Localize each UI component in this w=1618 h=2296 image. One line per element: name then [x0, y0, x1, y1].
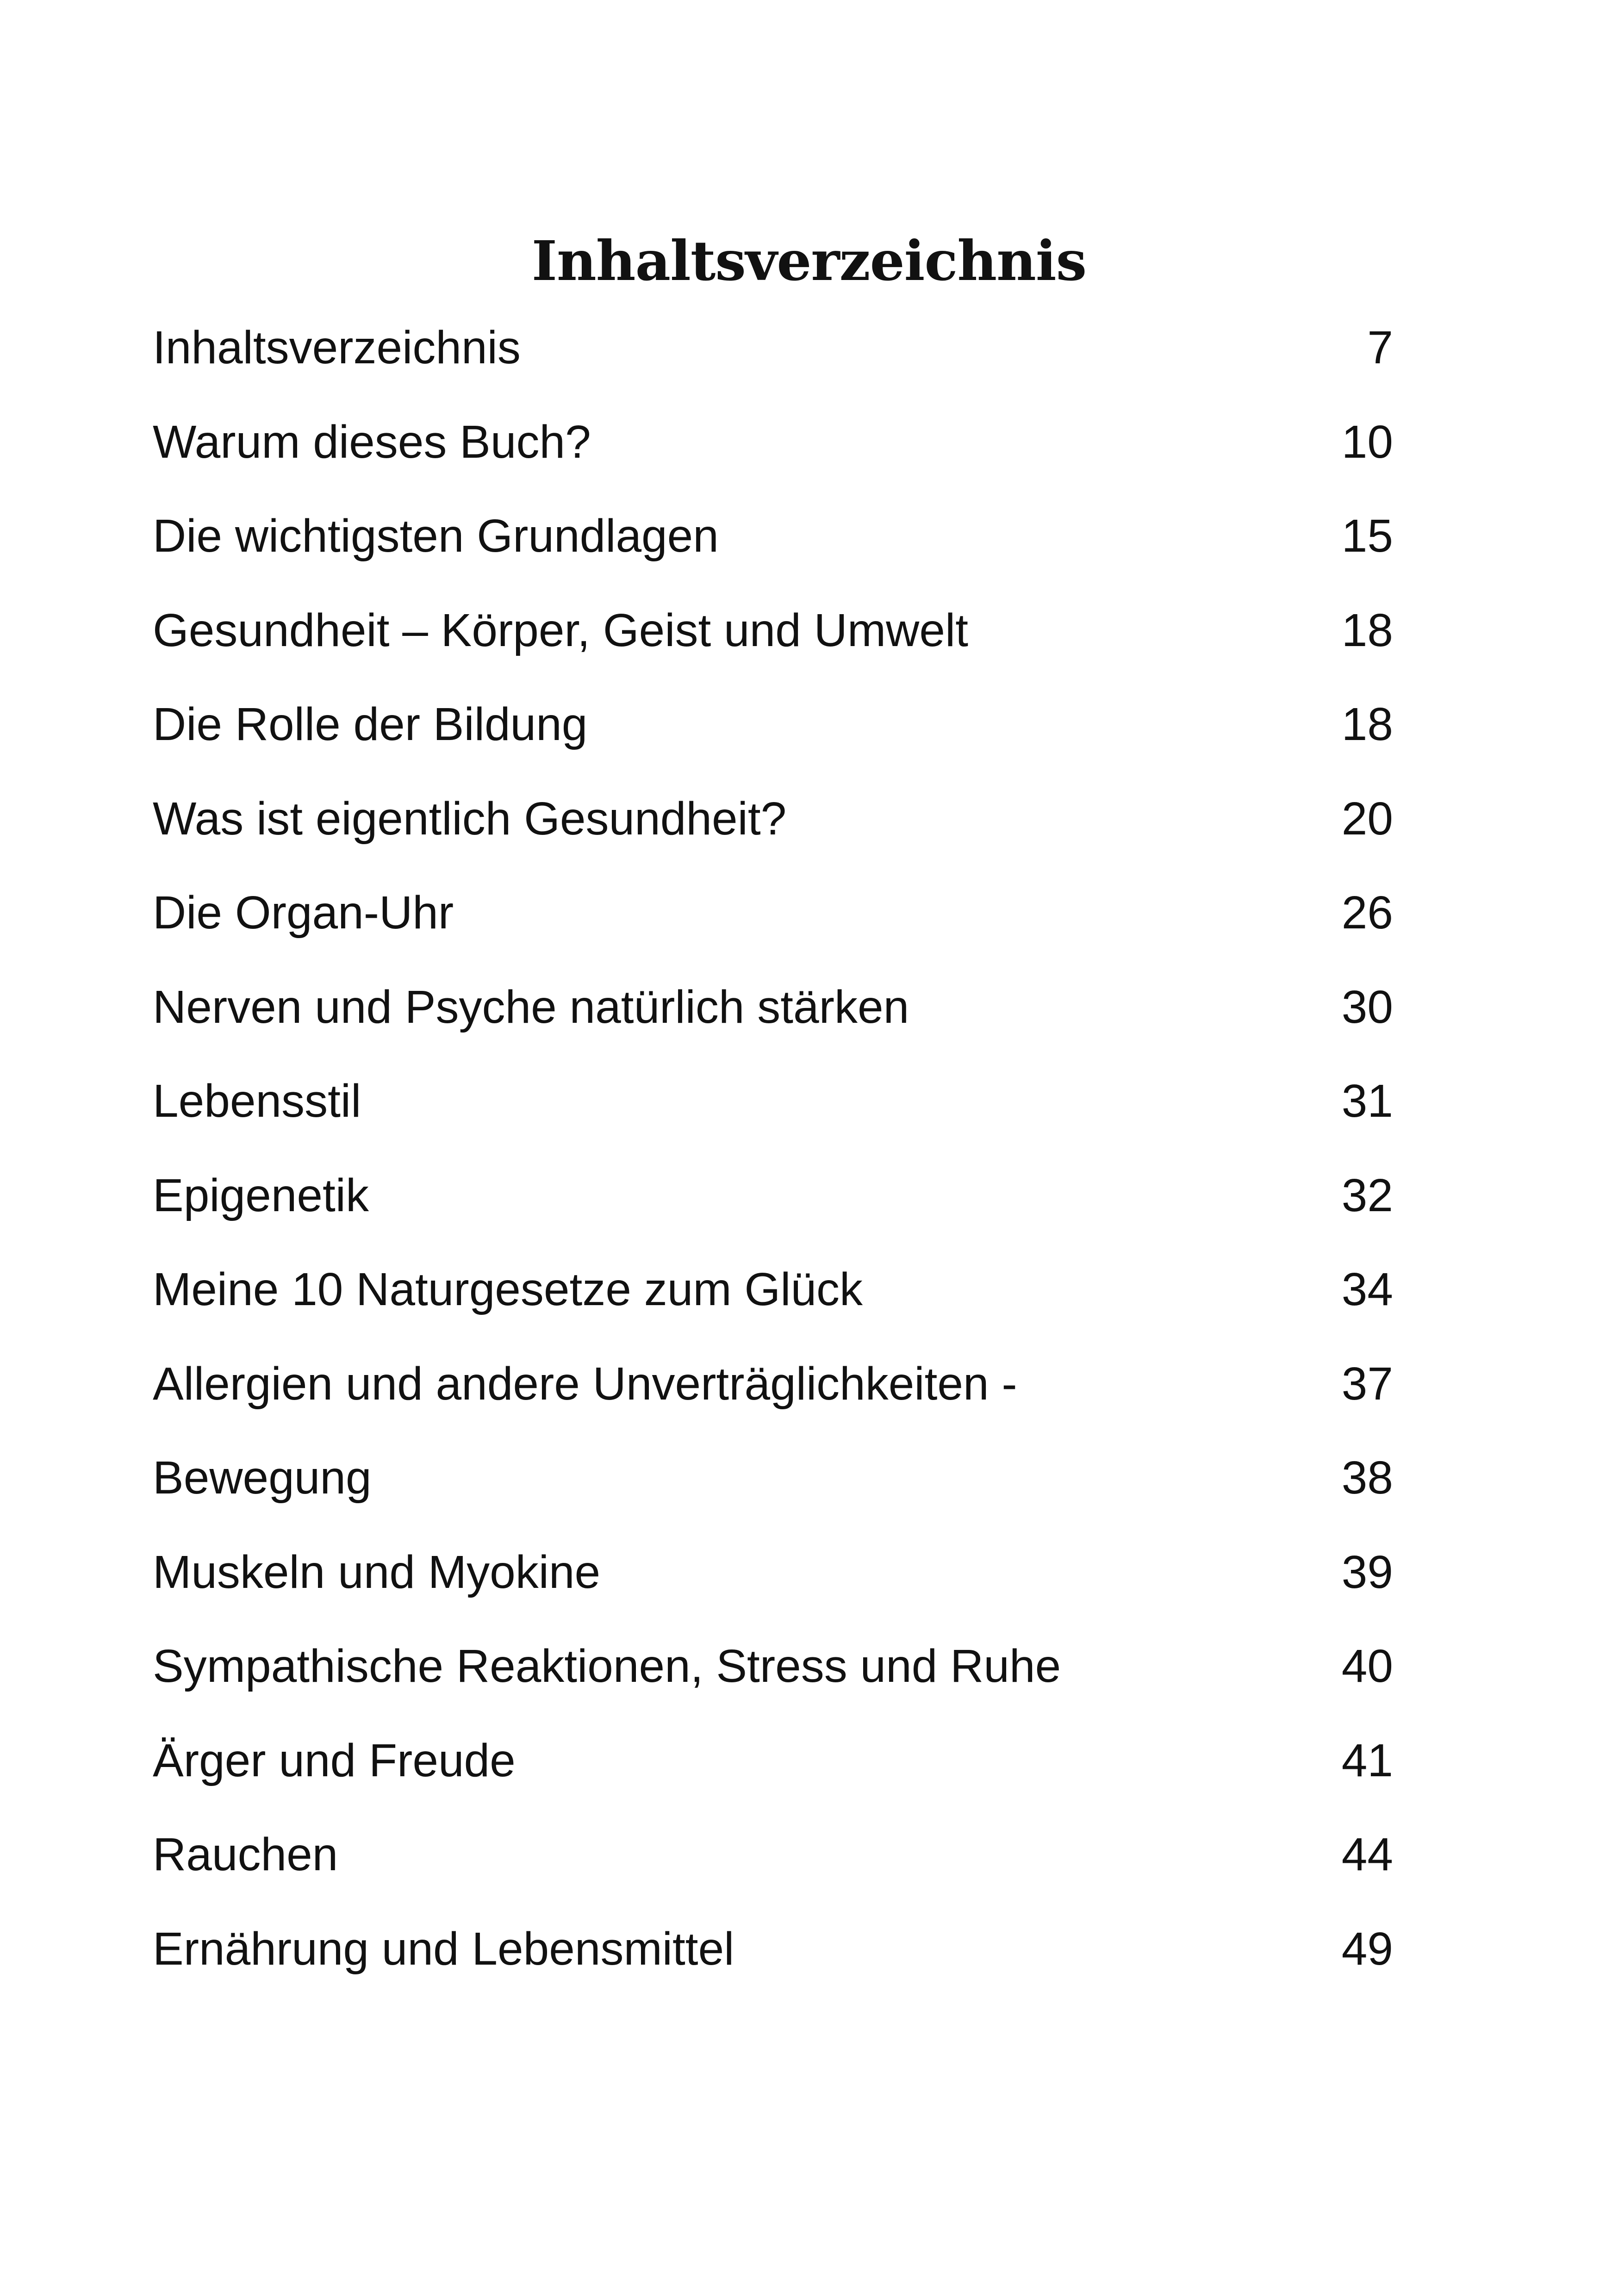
toc-entry-page-number: 39 [1341, 1546, 1393, 1598]
toc-entry-page-number: 34 [1341, 1263, 1393, 1316]
toc-entry [153, 1243, 1393, 1337]
toc-entry-page-number: 18 [1341, 698, 1393, 751]
toc-entry [153, 1902, 1393, 1997]
toc-entry-page-number: 41 [1341, 1734, 1393, 1786]
toc-entry-page-number: 15 [1341, 510, 1393, 562]
toc-entry-title: Bewegung [153, 1452, 372, 1504]
toc-entry-title: Ernährung und Lebensmittel [153, 1923, 734, 1975]
toc-entry-page-number: 7 [1367, 322, 1393, 374]
toc-entry-title: Epigenetik [153, 1169, 369, 1221]
toc-entry-page-number: 37 [1341, 1357, 1393, 1410]
toc-entry-title: Allergien und andere Unverträglichkeiten - [153, 1357, 1017, 1410]
toc-entry-page-number: 18 [1341, 604, 1393, 656]
toc-entry-page-number: 20 [1341, 792, 1393, 845]
toc-entry-page-number: 30 [1341, 981, 1393, 1033]
toc-entry-title: Sympathische Reaktionen, Stress und Ruhe [153, 1640, 1061, 1692]
toc-entry-title: Die wichtigsten Grundlagen [153, 510, 719, 562]
toc-entry [153, 1525, 1393, 1620]
toc-entry-page-number: 10 [1341, 416, 1393, 468]
toc-entry-page-number: 31 [1341, 1075, 1393, 1127]
toc-entry-title: Was ist eigentlich Gesundheit? [153, 792, 787, 845]
toc-entry-page-number: 44 [1341, 1829, 1393, 1881]
toc-entry-title: Die Rolle der Bildung [153, 698, 588, 751]
toc-entry-page-number: 40 [1341, 1640, 1393, 1692]
toc-entry [153, 301, 1393, 395]
toc-entry-title: Meine 10 Naturgesetze zum Glück [153, 1263, 863, 1316]
toc-entry-title: Rauchen [153, 1829, 338, 1881]
page-title: Inhaltsverzeichnis [531, 229, 1087, 293]
toc-entry-page-number: 32 [1341, 1169, 1393, 1221]
toc-entry [153, 960, 1393, 1055]
toc-entry [153, 1714, 1393, 1808]
toc-entry [153, 1149, 1393, 1243]
toc-entry-title: Inhaltsverzeichnis [153, 322, 521, 374]
toc-entry-title: Muskeln und Myokine [153, 1546, 601, 1598]
toc-entry-title: Gesundheit – Körper, Geist und Umwelt [153, 604, 969, 656]
toc-entry-title: Warum dieses Buch? [153, 416, 591, 468]
table-of-contents [153, 301, 1393, 1996]
toc-entry-title: Lebensstil [153, 1075, 361, 1127]
toc-entry [153, 1619, 1393, 1714]
toc-entry [153, 1431, 1393, 1525]
toc-entry [153, 489, 1393, 584]
toc-entry [153, 395, 1393, 490]
toc-entry [153, 584, 1393, 678]
toc-entry-title: Ärger und Freude [153, 1734, 516, 1786]
toc-entry [153, 866, 1393, 960]
toc-entry [153, 1054, 1393, 1149]
toc-entry-title: Die Organ-Uhr [153, 887, 454, 939]
toc-entry-page-number: 38 [1341, 1452, 1393, 1504]
toc-entry [153, 772, 1393, 866]
toc-entry-page-number: 49 [1341, 1923, 1393, 1975]
toc-entry [153, 1337, 1393, 1431]
toc-entry-title: Nerven und Psyche natürlich stärken [153, 981, 909, 1033]
toc-entry [153, 1808, 1393, 1902]
toc-entry-page-number: 26 [1341, 887, 1393, 939]
toc-entry [153, 678, 1393, 772]
